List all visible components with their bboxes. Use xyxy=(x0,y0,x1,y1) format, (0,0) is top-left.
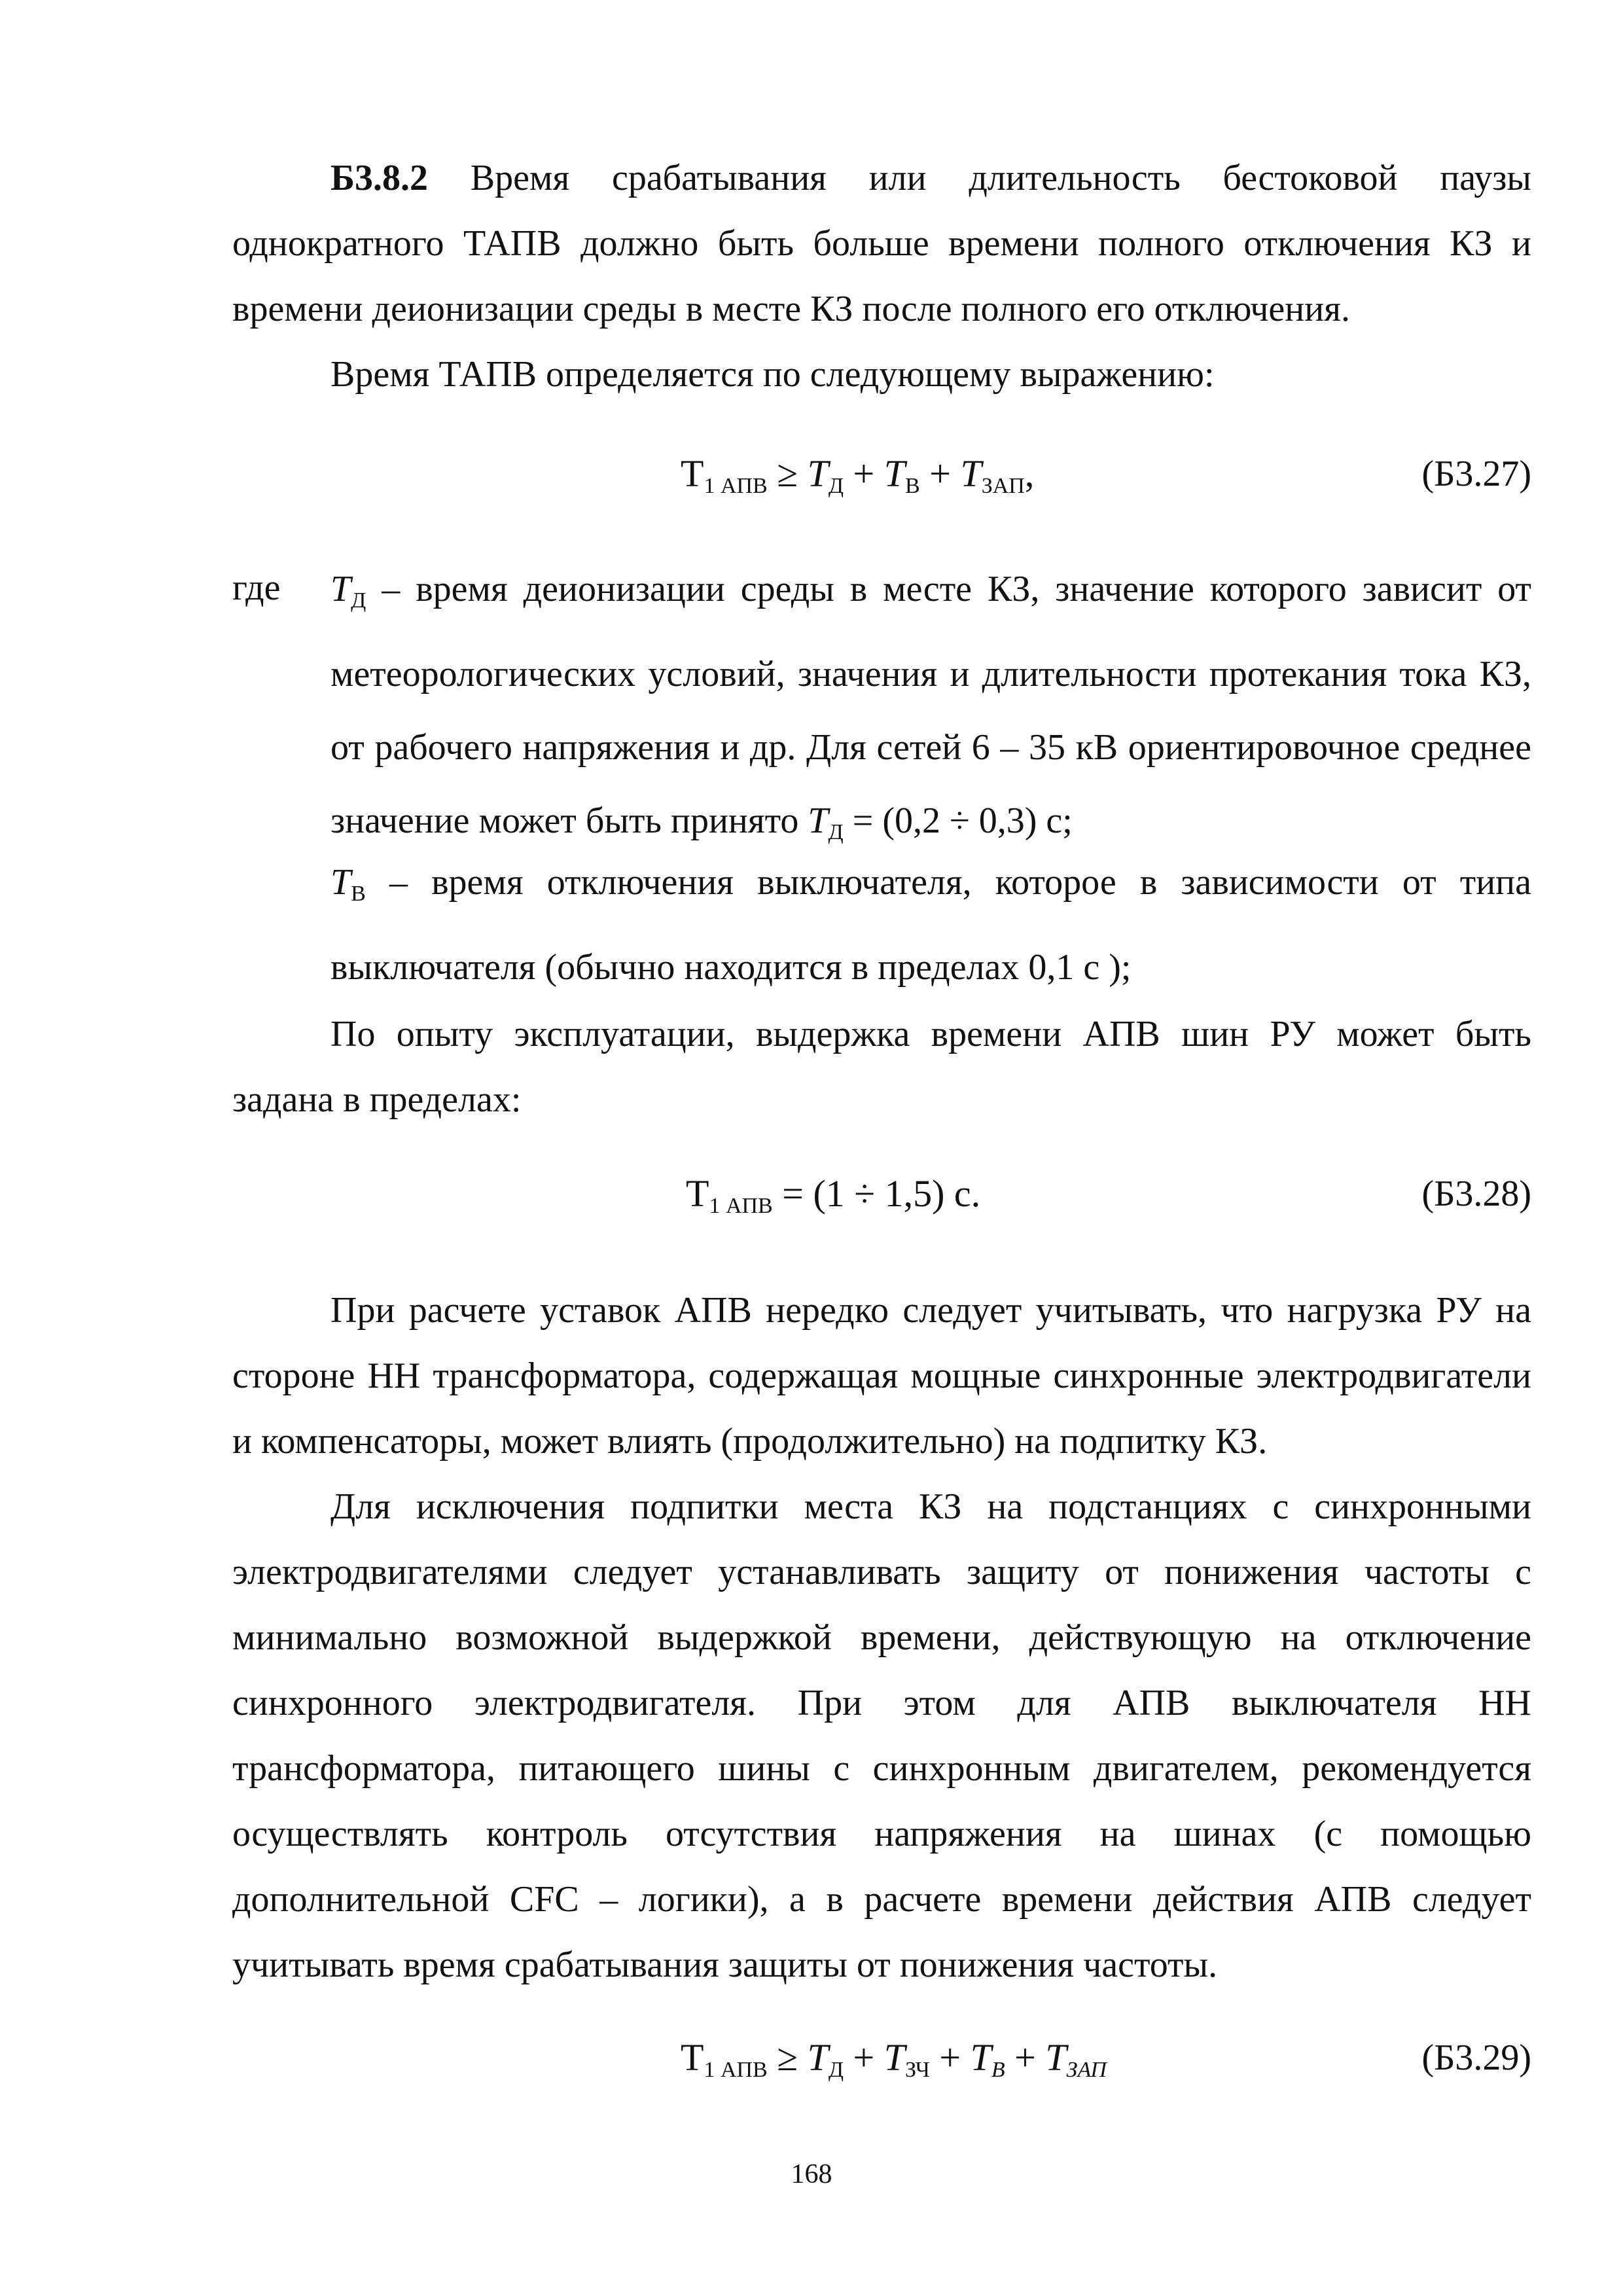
paragraph-2: Время ТАПВ определяется по следующему выражению: xyxy=(330,354,1215,395)
equation-b3-29: $Т_{1 АПВ} \ge T_Д + T_{ЗЧ} + T_В + T_{ЗАП}$ xyxy=(681,2036,1107,2082)
equation-number-b3-28: (Б3.28) xyxy=(1421,1174,1531,1214)
paragraph-3: По опыту эксплуатации, выдержка времени АПВ шин РУ может быть задана в пределах: xyxy=(232,1014,1531,1120)
where-label: где xyxy=(232,567,281,608)
definition-td: $T_Д$ – время деионизации среды в месте КЗ, значение которого зависит от метеорологических условий, значения и длительности протекания тока КЗ, от рабочего напряжения и др. Для сетей 6 – 35 кВ ориентировочное среднее значение может быть принято $T_Д = (0,2 \div 0,3)$ с; xyxy=(330,569,1531,844)
definition-tv: $T_В$ – время отключения выключателя, которое в зависимости от типа выключателя (обычно находится в пределах 0,1 с ); xyxy=(330,862,1531,988)
equation-number-b3-27: (Б3.27) xyxy=(1421,454,1531,494)
paragraph-1 xyxy=(232,145,1531,342)
paragraph-5: Для исключения подпитки места КЗ на подстанциях с синхронными электродвигателями следует устанавливать защиту от понижения частоты с минимально возможной выдержкой времени, действующую на отключение синхронного электродвигателя. При этом для АПВ выключателя НН трансформатора, питающего шины с синхронным двигателем, рекомендуется осуществлять контроль отсутствия напряжения на шинах (с помощью дополнительной CFC – логики), а в расчете времени действия АПВ следует учитывать время срабатывания защиты от понижения частоты. xyxy=(232,1486,1531,1985)
page-number: 168 xyxy=(791,2159,832,2189)
paragraph-4: При расчете уставок АПВ нередко следует учитывать, что нагрузка РУ на стороне НН трансформатора, содержащая мощные синхронные электродвигатели и компенсаторы, может влиять (продолжительно) на подпитку КЗ. xyxy=(232,1290,1531,1462)
section-heading: Б3.8.2 xyxy=(330,158,429,198)
paragraph-1-text: Время срабатывания или длительность бестоковой паузы однократного ТАПВ должно быть больше времени полного отключения КЗ и времени деионизации среды в месте КЗ после полного его отключения. xyxy=(232,158,1532,329)
equation-b3-28: $Т_{1 АПВ} = (1 \div 1,5)$ с. xyxy=(686,1172,981,1218)
equation-b3-27: $Т_{1 АПВ} \ge T_Д + T_В + T_{ЗАП}$, xyxy=(681,452,1035,498)
equation-number-b3-29: (Б3.29) xyxy=(1421,2037,1531,2078)
